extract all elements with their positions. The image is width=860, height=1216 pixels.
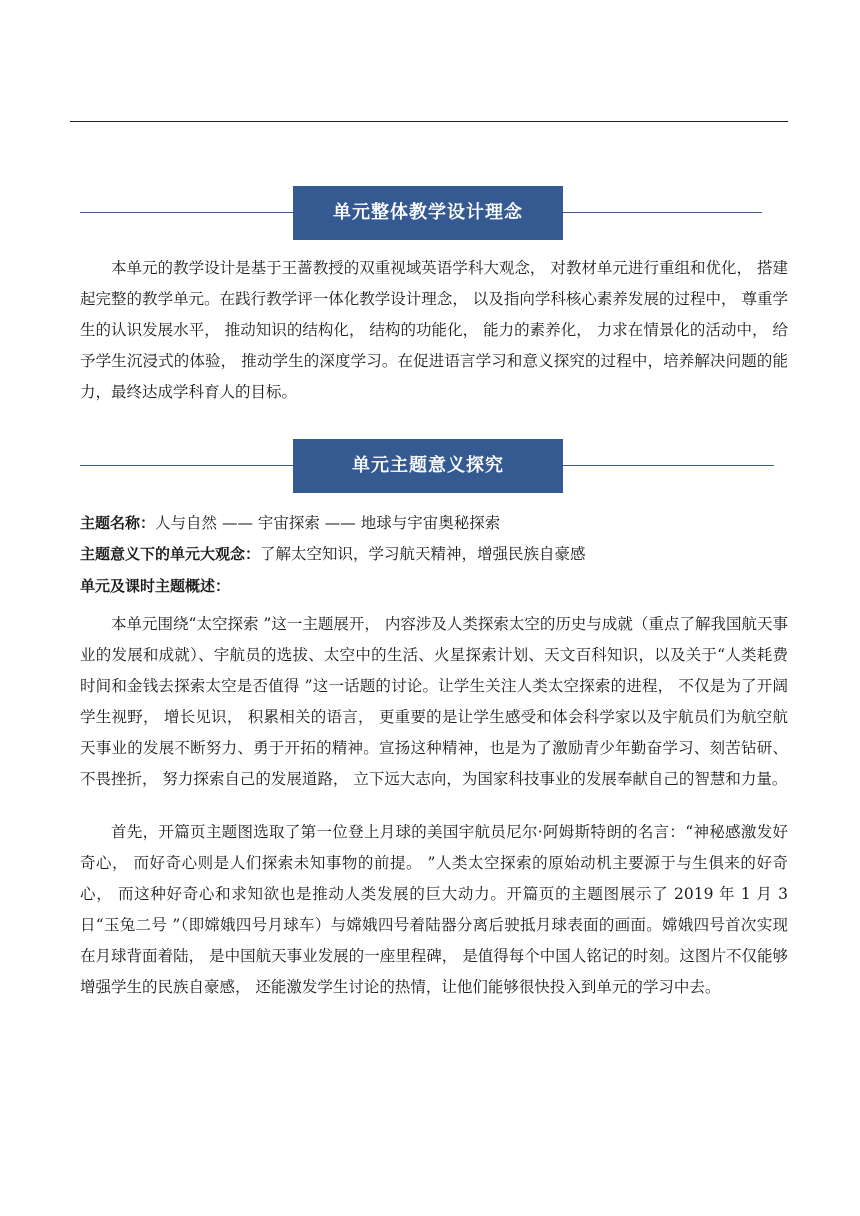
section-banner-design-concept <box>80 186 770 240</box>
overview-line <box>80 572 230 601</box>
section-heading: 单元主题意义探究 <box>293 439 563 493</box>
section-banner-theme-meaning <box>80 439 774 493</box>
theme-name-value: 人与自然 —— 宇宙探索 —— 地球与宇宙奥秘探索 <box>155 514 501 532</box>
overview-paragraph-1: 本单元围绕“太空探索 ”这一主题展开， 内容涉及人类探索太空的历史与成就（重点了解我国航天事业的发展和成就）、宇航员的选拔、太空中的生活、火星探索计划、天文百科知识，以及关于“人类耗费时间和金钱去探索太空是否值得 ”这一话题的讨论。让学生关注人类太空探索的进程， 不仅是为了开阔学生视野， 增长见识， 积累相关的语言， 更重要的是让学生感受和体会科学家以及宇航员们为航空航天事业的发展不断努力、勇于开拓的精神。宣扬这种精神，也是为了激励青少年勤奋学习、刻苦钻研、不畏挫折， 努力探索自己的发展道路， 立下远大志向，为国家科技事业的发展奉献自己的智慧和力量。 <box>80 615 788 788</box>
header-rule <box>70 121 788 122</box>
big-idea-label: 主题意义下的单元大观念： <box>80 545 261 563</box>
overview-paragraph-2: 首先，开篇页主题图选取了第一位登上月球的美国宇航员尼尔·阿姆斯特朗的名言：“神秘感激发好奇心， 而好奇心则是人们探索未知事物的前提。 ”人类太空探索的原始动机主要源于与生俱来的好奇心， 而这种好奇心和求知欲也是推动人类发展的巨大动力。开篇页的主题图展示了 2019 年 1 月 3 日“玉兔二号 ”（即嫦娥四号月球车）与嫦娥四号着陆器分离后驶抵月球表面的画面。嫦娥四号首次实现在月球背面着陆， 是中国航天事业发展的一座里程碑， 是值得每个中国人铭记的时刻。这图片不仅能够增强学生的民族自豪感， 还能激发学生讨论的热情，让他们能够很快投入到单元的学习中去。 <box>80 823 788 996</box>
theme-name-label: 主题名称： <box>80 514 156 532</box>
big-idea-value: 了解太空知识，学习航天精神，增强民族自豪感 <box>260 545 586 563</box>
section-heading: 单元整体教学设计理念 <box>293 186 563 240</box>
theme-name-line <box>80 509 500 538</box>
design-concept-paragraph: 本单元的教学设计是基于王蔷教授的双重视域英语学科大观念， 对教材单元进行重组和优化， 搭建起完整的教学单元。在践行教学评一体化教学设计理念， 以及指向学科核心素养发展的过程中， 尊重学生的认识发展水平， 推动知识的结构化， 结构的功能化， 能力的素养化， 力求在情景化的活动中， 给予学生沉浸式的体验， 推动学生的深度学习。在促进语言学习和意义探究的过程中，培养解决问题的能力，最终达成学科育人的目标。 <box>80 259 788 401</box>
overview-label: 单元及课时主题概述： <box>80 577 231 595</box>
big-idea-line <box>80 540 586 569</box>
